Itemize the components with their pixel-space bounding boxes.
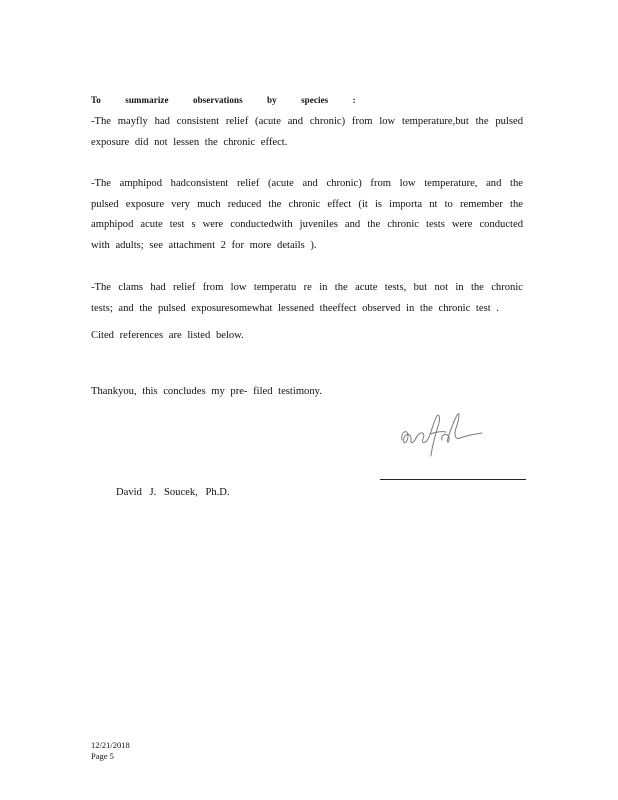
footer-page-number: Page 5: [91, 751, 114, 761]
paragraph-amphipod: -The amphipod hadconsistent relief (acute and chronic) from low temperature, and the pulsed exposure very much reduced the chronic effect (it is importa nt to remember the amphipod acute test s were conductedwith juveniles and the chronic tests were conducted with adults; see attachment 2 for more details ).: [91, 178, 523, 251]
signer-name: David J. Soucek, Ph.D.: [116, 487, 230, 498]
paragraph-mayfly: -The mayfly had consistent relief (acute and chronic) from low temperature,but the pulsed exposure did not lessen the chronic effect.: [91, 116, 523, 148]
footer-date: 12/21/2018: [91, 740, 130, 750]
page-footer: [91, 740, 130, 762]
section-heading: To summarize observations by species :: [91, 95, 356, 105]
paragraph-cited-references: Cited references are listed below.: [91, 330, 244, 341]
signature-line: [380, 479, 526, 480]
paragraph-clams: -The clams had relief from low temperatu re in the acute tests, but not in the chronic tests; and the pulsed exposuresomewhat lessened theeffect observed in the chronic test .: [91, 282, 523, 314]
paragraph-closing: Thankyou, this concludes my pre- filed testimony.: [91, 386, 322, 397]
handwritten-signature: [396, 410, 492, 462]
